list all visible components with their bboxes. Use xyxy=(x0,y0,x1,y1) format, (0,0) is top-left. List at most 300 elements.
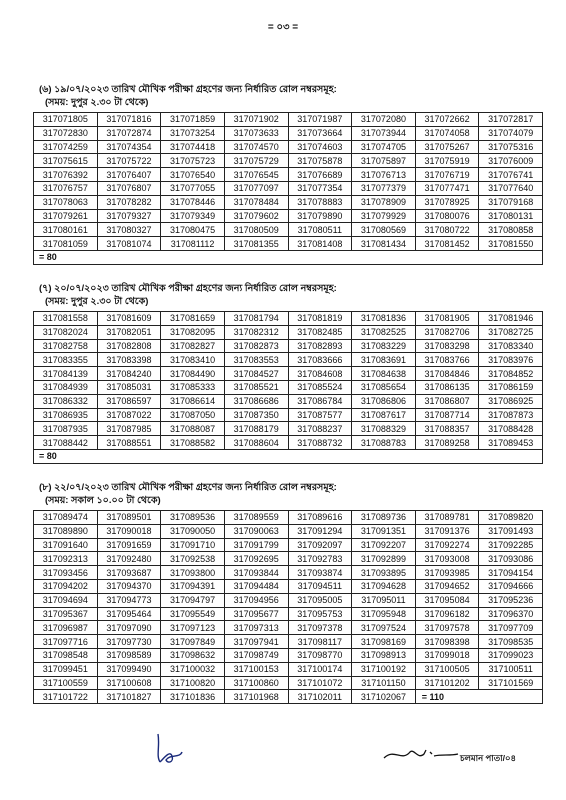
roll-number-cell: 317079929 xyxy=(352,209,416,223)
roll-number-cell: 317086597 xyxy=(97,394,161,408)
roll-number-cell: 317088357 xyxy=(415,422,479,436)
table-row xyxy=(34,621,543,635)
roll-number-cell: 317094694 xyxy=(34,593,98,607)
roll-number-cell: 317101827 xyxy=(97,690,161,704)
roll-number-cell: 317072874 xyxy=(97,126,161,140)
roll-number-cell: 317086925 xyxy=(479,394,543,408)
roll-number-cell: 317076689 xyxy=(288,168,352,182)
roll-number-cell: 317080327 xyxy=(97,223,161,237)
roll-number-cell: 317090050 xyxy=(161,524,225,538)
roll-number-cell: 317091640 xyxy=(34,538,98,552)
roll-number-cell: 317091493 xyxy=(479,524,543,538)
roll-number-cell: 317087714 xyxy=(415,408,479,422)
roll-number-cell: 317085031 xyxy=(97,380,161,394)
table-row xyxy=(34,676,543,690)
roll-number-cell: 317082095 xyxy=(161,325,225,339)
roll-number-cell: 317099018 xyxy=(415,648,479,662)
roll-number-cell: 317082485 xyxy=(288,325,352,339)
table-row xyxy=(34,566,543,580)
roll-number-cell: 317095084 xyxy=(415,593,479,607)
roll-number-cell: 317097524 xyxy=(352,621,416,635)
roll-number-cell: 317097730 xyxy=(97,635,161,649)
roll-number-cell: 317092899 xyxy=(352,552,416,566)
roll-number-cell: 317075723 xyxy=(161,154,225,168)
roll-number-cell: 317094956 xyxy=(224,593,288,607)
roll-number-cell: 317096370 xyxy=(479,607,543,621)
roll-number-cell: 317076407 xyxy=(97,168,161,182)
roll-number-cell: 317074570 xyxy=(224,140,288,154)
roll-number-cell: 317074058 xyxy=(415,126,479,140)
roll-number-cell: 317100174 xyxy=(288,662,352,676)
roll-number-cell: 317084846 xyxy=(415,367,479,381)
table-row xyxy=(34,662,543,676)
roll-number-cell: 317095677 xyxy=(224,607,288,621)
section-time: (সময়: দুপুর ২.৩০ টা থেকে) xyxy=(45,97,149,108)
roll-number-cell: 317082312 xyxy=(224,325,288,339)
roll-number-cell: 317081355 xyxy=(224,237,288,251)
roll-number-cell: 317101968 xyxy=(224,690,288,704)
roll-number-cell: 317075615 xyxy=(34,154,98,168)
roll-number-cell: 317097716 xyxy=(34,635,98,649)
roll-number-cell: 317079602 xyxy=(224,209,288,223)
roll-number-cell: 317074079 xyxy=(479,126,543,140)
roll-number-cell: 317093456 xyxy=(34,566,98,580)
table-row xyxy=(34,126,543,140)
roll-number-cell: 317088604 xyxy=(224,436,288,450)
roll-number-cell: 317084139 xyxy=(34,367,98,381)
roll-number-cell: 317093985 xyxy=(415,566,479,580)
roll-number-cell: 317080131 xyxy=(479,209,543,223)
roll-number-cell: 317093895 xyxy=(352,566,416,580)
roll-number-cell: 317091376 xyxy=(415,524,479,538)
roll-number-cell: 317098770 xyxy=(288,648,352,662)
roll-number-cell: 317078883 xyxy=(288,195,352,209)
roll-number-cell: 317089890 xyxy=(34,524,98,538)
roll-number-cell: 317091799 xyxy=(224,538,288,552)
roll-number-cell: 317102011 xyxy=(288,690,352,704)
roll-number-cell: 317082525 xyxy=(352,325,416,339)
roll-number-cell: 317080858 xyxy=(479,223,543,237)
roll-number-cell: 317100820 xyxy=(161,676,225,690)
roll-number-cell: 317092695 xyxy=(224,552,288,566)
roll-number-cell: 317081819 xyxy=(288,312,352,326)
roll-number-cell: 317080475 xyxy=(161,223,225,237)
roll-number-cell: 317074418 xyxy=(161,140,225,154)
table-row xyxy=(34,422,543,436)
roll-number-cell: 317098535 xyxy=(479,635,543,649)
roll-number-cell: 317082706 xyxy=(415,325,479,339)
table-row xyxy=(34,168,543,182)
roll-number-cell: 317088783 xyxy=(352,436,416,450)
table-row xyxy=(34,312,543,326)
roll-number-cell: 317073254 xyxy=(161,126,225,140)
roll-number-cell: 317100511 xyxy=(479,662,543,676)
roll-number-cell: 317095549 xyxy=(161,607,225,621)
roll-number-cell: 317099023 xyxy=(479,648,543,662)
roll-number-cell: 317098632 xyxy=(161,648,225,662)
roll-number-cell: 317076540 xyxy=(161,168,225,182)
roll-number-cell: 317083691 xyxy=(352,353,416,367)
roll-number-cell: 317083340 xyxy=(479,339,543,353)
roll-number-cell: 317083666 xyxy=(288,353,352,367)
roll-number-cell: 317083355 xyxy=(34,353,98,367)
page-number: = ০৩ = xyxy=(267,22,299,33)
roll-number-cell: 317097578 xyxy=(415,621,479,635)
roll-number-cell: 317094202 xyxy=(34,579,98,593)
table-row xyxy=(34,339,543,353)
table-row xyxy=(34,380,543,394)
roll-number-cell: 317077354 xyxy=(288,181,352,195)
roll-number-cell: 317097313 xyxy=(224,621,288,635)
roll-number-cell: 317094628 xyxy=(352,579,416,593)
roll-number-cell: 317097849 xyxy=(161,635,225,649)
roll-number-cell: 317088428 xyxy=(479,422,543,436)
signature-right xyxy=(380,738,460,768)
roll-number-cell: 317086614 xyxy=(161,394,225,408)
roll-number-cell: 317087022 xyxy=(97,408,161,422)
roll-number-cell: 317081836 xyxy=(352,312,416,326)
roll-number-cell: 317095005 xyxy=(288,593,352,607)
roll-number-cell: 317089258 xyxy=(415,436,479,450)
roll-number-cell: 317082893 xyxy=(288,339,352,353)
table-row xyxy=(34,579,543,593)
roll-number-cell: 317080161 xyxy=(34,223,98,237)
roll-number-cell: 317088582 xyxy=(161,436,225,450)
roll-number-cell: 317074705 xyxy=(352,140,416,154)
roll-number-cell: 317074603 xyxy=(288,140,352,154)
roll-number-cell: 317089616 xyxy=(288,511,352,525)
roll-table xyxy=(33,311,543,464)
roll-number-cell: 317082827 xyxy=(161,339,225,353)
table-row xyxy=(34,648,543,662)
roll-number-cell: 317073944 xyxy=(352,126,416,140)
roll-number-cell: 317094666 xyxy=(479,579,543,593)
roll-number-cell: 317088179 xyxy=(224,422,288,436)
section-heading: (৭) ২০/০৭/২০২৩ তারিখ মৌখিক পরীক্ষা গ্রহণের জন্য নির্ধারিত রোল নম্বরসমূহ: xyxy=(39,283,337,294)
roll-number-cell: 317081408 xyxy=(288,237,352,251)
table-row xyxy=(34,223,543,237)
roll-number-cell: 317086935 xyxy=(34,408,98,422)
roll-number-cell: 317079327 xyxy=(97,209,161,223)
roll-number-cell: 317084939 xyxy=(34,380,98,394)
roll-number-cell: 317087935 xyxy=(34,422,98,436)
roll-number-cell: 317075919 xyxy=(415,154,479,168)
roll-number-cell: 317077379 xyxy=(352,181,416,195)
roll-number-cell: 317081452 xyxy=(415,237,479,251)
roll-number-cell: 317096987 xyxy=(34,621,98,635)
roll-number-cell: 317082051 xyxy=(97,325,161,339)
table-row xyxy=(34,690,543,704)
roll-number-cell: 317071805 xyxy=(34,113,98,127)
roll-number-cell: 317100860 xyxy=(224,676,288,690)
roll-number-cell: 317080509 xyxy=(224,223,288,237)
section-time: (সময়: সকাল ১০.০০ টা থেকে) xyxy=(45,495,161,506)
roll-number-cell: 317086159 xyxy=(479,380,543,394)
roll-number-cell: 317089559 xyxy=(224,511,288,525)
roll-number-cell: 317073633 xyxy=(224,126,288,140)
table-row xyxy=(34,181,543,195)
roll-number-cell: 317093687 xyxy=(97,566,161,580)
roll-number-cell: 317078925 xyxy=(415,195,479,209)
roll-number-cell: 317077055 xyxy=(161,181,225,195)
roll-number-cell: 317089781 xyxy=(415,511,479,525)
signature-left xyxy=(150,728,190,768)
table-row xyxy=(34,140,543,154)
roll-number-cell: 317075316 xyxy=(479,140,543,154)
section-heading: (৬) ১৯/০৭/২০২৩ তারিখ মৌখিক পরীক্ষা গ্রহণের জন্য নির্ধারিত রোল নম্বরসমূহ: xyxy=(39,84,337,95)
section-heading: (৮) ২২/০৭/২০২৩ তারিখ মৌখিক পরীক্ষা গ্রহণের জন্য নির্ধারিত রোল নম্বরসমূহ: xyxy=(39,482,337,493)
roll-number-cell: 317092285 xyxy=(479,538,543,552)
roll-number-cell: 317082725 xyxy=(479,325,543,339)
roll-number-cell: 317095011 xyxy=(352,593,416,607)
roll-number-cell: 317071987 xyxy=(288,113,352,127)
roll-number-cell: 317100153 xyxy=(224,662,288,676)
roll-number-cell: 317094797 xyxy=(161,593,225,607)
roll-number-cell: 317087985 xyxy=(97,422,161,436)
roll-number-cell: 317077097 xyxy=(224,181,288,195)
roll-number-cell: 317088442 xyxy=(34,436,98,450)
roll-number-cell: 317094370 xyxy=(97,579,161,593)
roll-number-cell: 317076392 xyxy=(34,168,98,182)
roll-number-cell: 317089536 xyxy=(161,511,225,525)
roll-number-cell: 317087577 xyxy=(288,408,352,422)
roll-number-cell: 317096182 xyxy=(415,607,479,621)
table-row xyxy=(34,593,543,607)
roll-number-cell: 317088087 xyxy=(161,422,225,436)
table-row xyxy=(34,237,543,251)
roll-number-cell: 317072662 xyxy=(415,113,479,127)
roll-number-cell: 317076545 xyxy=(224,168,288,182)
roll-number-cell: 317083976 xyxy=(479,353,543,367)
roll-number-cell: 317078909 xyxy=(352,195,416,209)
roll-number-cell: 317098398 xyxy=(415,635,479,649)
table-row xyxy=(34,524,543,538)
roll-number-cell: 317081112 xyxy=(161,237,225,251)
roll-number-cell: 317079890 xyxy=(288,209,352,223)
roll-number-cell: 317083410 xyxy=(161,353,225,367)
roll-number-cell: 317084852 xyxy=(479,367,543,381)
section-6 xyxy=(33,83,543,265)
roll-number-cell: 317081074 xyxy=(97,237,161,251)
roll-number-cell: 317081794 xyxy=(224,312,288,326)
roll-number-cell: 317093008 xyxy=(415,552,479,566)
roll-number-cell: 317095753 xyxy=(288,607,352,621)
roll-number-cell: 317092274 xyxy=(415,538,479,552)
roll-number-cell: 317093800 xyxy=(161,566,225,580)
roll-number-cell: 317099451 xyxy=(34,662,98,676)
section-7 xyxy=(33,282,543,464)
roll-number-cell: 317089453 xyxy=(479,436,543,450)
roll-number-cell: 317097378 xyxy=(288,621,352,635)
roll-number-cell: 317076757 xyxy=(34,181,98,195)
roll-number-cell: 317082873 xyxy=(224,339,288,353)
roll-number-cell: 317081550 xyxy=(479,237,543,251)
roll-number-cell: 317094484 xyxy=(224,579,288,593)
table-row xyxy=(34,113,543,127)
roll-number-cell: 317090063 xyxy=(224,524,288,538)
roll-number-cell: 317081609 xyxy=(97,312,161,326)
roll-number-cell: 317083553 xyxy=(224,353,288,367)
roll-number-cell: 317081946 xyxy=(479,312,543,326)
table-row xyxy=(34,195,543,209)
roll-number-cell: 317079261 xyxy=(34,209,98,223)
roll-number-cell: 317094652 xyxy=(415,579,479,593)
roll-number-cell: 317101150 xyxy=(352,676,416,690)
roll-number-cell: 317101202 xyxy=(415,676,479,690)
table-row xyxy=(34,607,543,621)
roll-number-cell: 317098913 xyxy=(352,648,416,662)
section-time: (সময়: দুপুর ২.৩০ টা থেকে) xyxy=(45,296,149,307)
roll-number-cell: 317099490 xyxy=(97,662,161,676)
section-8 xyxy=(33,481,543,704)
roll-number-cell: 317083229 xyxy=(352,339,416,353)
roll-number-cell: 317095948 xyxy=(352,607,416,621)
table-row xyxy=(34,538,543,552)
roll-number-cell: 317085521 xyxy=(224,380,288,394)
roll-number-cell: 317087350 xyxy=(224,408,288,422)
roll-number-cell: 317086807 xyxy=(415,394,479,408)
roll-number-cell: 317080511 xyxy=(288,223,352,237)
roll-number-cell: 317075729 xyxy=(224,154,288,168)
roll-number-cell: 317100608 xyxy=(97,676,161,690)
roll-number-cell: 317087873 xyxy=(479,408,543,422)
roll-number-cell: 317078446 xyxy=(161,195,225,209)
roll-number-cell: 317080076 xyxy=(415,209,479,223)
roll-table-body xyxy=(34,113,543,265)
roll-number-cell: 317075897 xyxy=(352,154,416,168)
roll-number-cell: 317079168 xyxy=(479,195,543,209)
roll-number-cell: 317098117 xyxy=(288,635,352,649)
roll-number-cell: 317086135 xyxy=(415,380,479,394)
roll-number-cell: 317100559 xyxy=(34,676,98,690)
roll-number-cell: 317080569 xyxy=(352,223,416,237)
roll-number-cell: 317083398 xyxy=(97,353,161,367)
table-row xyxy=(34,353,543,367)
roll-number-cell: 317081434 xyxy=(352,237,416,251)
roll-table xyxy=(33,112,543,265)
roll-number-cell: 317095464 xyxy=(97,607,161,621)
roll-number-cell: 317071902 xyxy=(224,113,288,127)
roll-number-cell: 317095367 xyxy=(34,607,98,621)
total-count: = 110 xyxy=(415,690,542,704)
roll-number-cell: 317088237 xyxy=(288,422,352,436)
roll-number-cell: 317085654 xyxy=(352,380,416,394)
roll-number-cell: 317075722 xyxy=(97,154,161,168)
roll-number-cell: 317082758 xyxy=(34,339,98,353)
table-row xyxy=(34,436,543,450)
roll-number-cell: 317089474 xyxy=(34,511,98,525)
roll-number-cell: 317087050 xyxy=(161,408,225,422)
roll-number-cell: 317073664 xyxy=(288,126,352,140)
roll-number-cell: 317097090 xyxy=(97,621,161,635)
roll-number-cell: 317088551 xyxy=(97,436,161,450)
roll-number-cell: 317100192 xyxy=(352,662,416,676)
roll-number-cell: 317086806 xyxy=(352,394,416,408)
roll-number-cell: 317098548 xyxy=(34,648,98,662)
roll-number-cell: 317082808 xyxy=(97,339,161,353)
roll-number-cell: 317092783 xyxy=(288,552,352,566)
roll-number-cell: 317088732 xyxy=(288,436,352,450)
roll-number-cell: 317076713 xyxy=(352,168,416,182)
roll-number-cell: 317078484 xyxy=(224,195,288,209)
roll-number-cell: 317091351 xyxy=(352,524,416,538)
roll-number-cell: 317092207 xyxy=(352,538,416,552)
roll-number-cell: 317101722 xyxy=(34,690,98,704)
roll-number-cell: 317084527 xyxy=(224,367,288,381)
roll-number-cell: 317089820 xyxy=(479,511,543,525)
roll-number-cell: 317101072 xyxy=(288,676,352,690)
table-row xyxy=(34,209,543,223)
roll-number-cell: 317074259 xyxy=(34,140,98,154)
roll-number-cell: 317098589 xyxy=(97,648,161,662)
roll-number-cell: 317089736 xyxy=(352,511,416,525)
roll-number-cell: 317077640 xyxy=(479,181,543,195)
roll-number-cell: 317072830 xyxy=(34,126,98,140)
roll-number-cell: 317084608 xyxy=(288,367,352,381)
roll-number-cell: 317095236 xyxy=(479,593,543,607)
total-row xyxy=(34,250,543,264)
roll-number-cell: 317078063 xyxy=(34,195,98,209)
roll-number-cell: 317076741 xyxy=(479,168,543,182)
roll-number-cell: 317076009 xyxy=(479,154,543,168)
roll-number-cell: 317081905 xyxy=(415,312,479,326)
roll-number-cell: 317093844 xyxy=(224,566,288,580)
roll-number-cell: 317100505 xyxy=(415,662,479,676)
roll-number-cell: 317076719 xyxy=(415,168,479,182)
roll-number-cell: 317098749 xyxy=(224,648,288,662)
roll-number-cell: 317077471 xyxy=(415,181,479,195)
roll-number-cell: 317093086 xyxy=(479,552,543,566)
roll-number-cell: 317072817 xyxy=(479,113,543,127)
roll-number-cell: 317097941 xyxy=(224,635,288,649)
table-row xyxy=(34,408,543,422)
roll-number-cell: 317084638 xyxy=(352,367,416,381)
total-count: = 80 xyxy=(34,250,543,264)
roll-number-cell: 317102067 xyxy=(352,690,416,704)
roll-number-cell: 317091294 xyxy=(288,524,352,538)
roll-number-cell: 317091659 xyxy=(97,538,161,552)
table-row xyxy=(34,367,543,381)
roll-number-cell: 317101836 xyxy=(161,690,225,704)
roll-table xyxy=(33,510,543,704)
total-row xyxy=(34,449,543,463)
roll-number-cell: 317081558 xyxy=(34,312,98,326)
roll-number-cell: 317092480 xyxy=(97,552,161,566)
roll-number-cell: 317097709 xyxy=(479,621,543,635)
roll-number-cell: 317092097 xyxy=(288,538,352,552)
roll-number-cell: 317076807 xyxy=(97,181,161,195)
roll-number-cell: 317098169 xyxy=(352,635,416,649)
roll-number-cell: 317100032 xyxy=(161,662,225,676)
roll-number-cell: 317075267 xyxy=(415,140,479,154)
roll-number-cell: 317088329 xyxy=(352,422,416,436)
table-row xyxy=(34,552,543,566)
table-row xyxy=(34,511,543,525)
table-row xyxy=(34,154,543,168)
roll-number-cell: 317092538 xyxy=(161,552,225,566)
roll-table-body xyxy=(34,511,543,704)
roll-number-cell: 317089501 xyxy=(97,511,161,525)
roll-number-cell: 317083298 xyxy=(415,339,479,353)
roll-number-cell: 317085333 xyxy=(161,380,225,394)
roll-number-cell: 317084490 xyxy=(161,367,225,381)
roll-number-cell: 317084240 xyxy=(97,367,161,381)
roll-number-cell: 317085524 xyxy=(288,380,352,394)
roll-number-cell: 317097123 xyxy=(161,621,225,635)
roll-number-cell: 317091710 xyxy=(161,538,225,552)
roll-number-cell: 317081059 xyxy=(34,237,98,251)
table-row xyxy=(34,325,543,339)
